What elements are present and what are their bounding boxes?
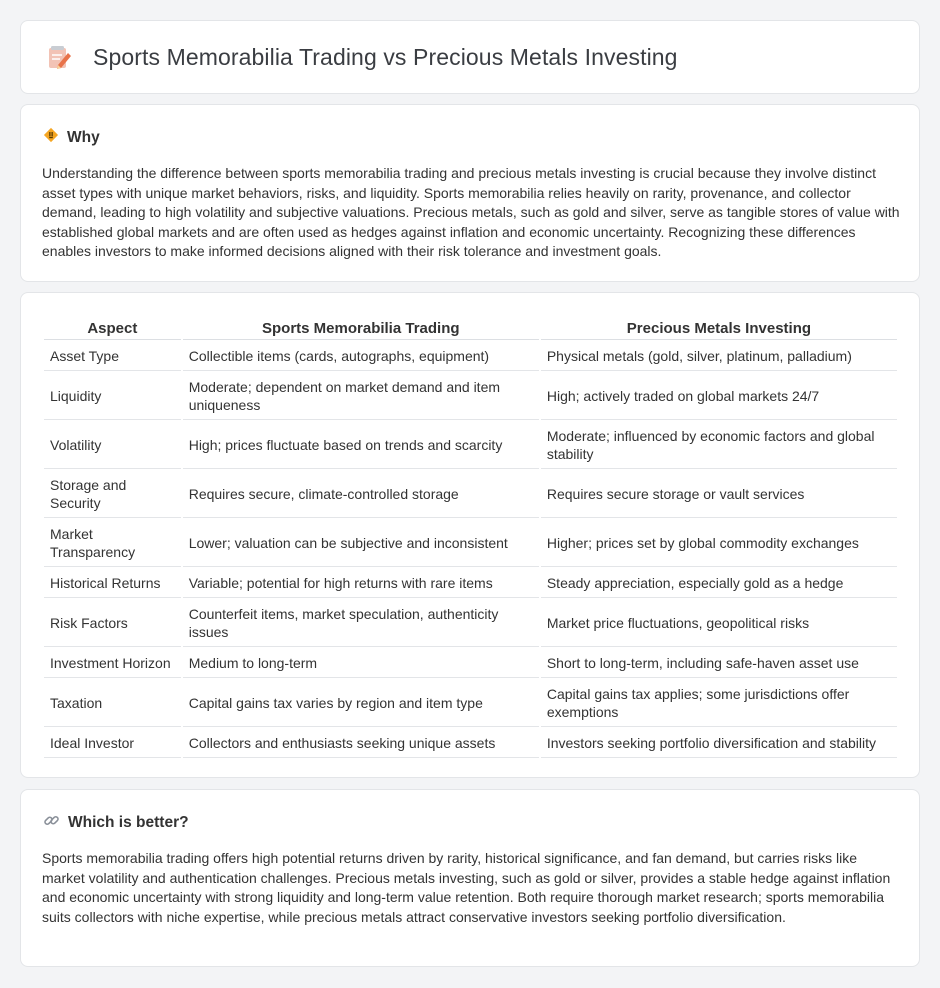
why-heading-row — [43, 127, 100, 148]
metals-cell: High; actively traded on global markets 24/7 — [541, 373, 897, 420]
sports-cell: Variable; potential for high returns with rare items — [183, 569, 539, 598]
aspect-cell: Asset Type — [44, 342, 181, 371]
sports-cell: Medium to long-term — [183, 649, 539, 678]
table-row — [44, 649, 897, 678]
aspect-cell: Storage and Security — [44, 471, 181, 518]
metals-cell: Market price fluctuations, geopolitical risks — [541, 600, 897, 647]
better-heading-row — [43, 812, 189, 834]
aspect-cell: Historical Returns — [44, 569, 181, 598]
sports-cell: Requires secure, climate-controlled storage — [183, 471, 539, 518]
metals-cell: Steady appreciation, especially gold as a hedge — [541, 569, 897, 598]
link-icon — [43, 812, 68, 834]
better-heading: Which is better? — [68, 814, 189, 831]
table-row — [44, 520, 897, 567]
why-section — [20, 104, 920, 282]
why-heading: Why — [67, 128, 100, 146]
metals-cell: Physical metals (gold, silver, platinum, palladium) — [541, 342, 897, 371]
table-row — [44, 680, 897, 727]
table-header-row — [44, 319, 897, 340]
aspect-cell: Investment Horizon — [44, 649, 181, 678]
aspect-cell: Liquidity — [44, 373, 181, 420]
better-text: Sports memorabilia trading offers high potential returns driven by rarity, historical significance, and fan demand, but carries risks like market volatility and authentication challenges. Precious metals investing, such as gold or silver, provides a stable hedge against inflation and economic uncertainty with strong liquidity and long-term value retention. Both require thorough market research; sports memorabilia suits collectors with niche expertise, while precious metals attract conservative investors seeking portfolio diversification. — [42, 850, 891, 925]
why-text: Understanding the difference between sports memorabilia trading and precious metals investing is crucial because they involve distinct asset types with unique market behaviors, risks, and liquidity. Sports memorabilia relies heavily on rarity, provenance, and collector demand, leading to high volatility and subjective valuations. Precious metals, such as gold and silver, serve as tangible stores of value with established global markets and are often used as hedges against inflation and economic uncertainty. Recognizing these differences enables investors to make informed decisions aligned with their risk tolerance and investment goals. — [42, 165, 900, 260]
sports-cell: Lower; valuation can be subjective and inconsistent — [183, 520, 539, 567]
table-row — [44, 471, 897, 518]
warning-diamond-icon — [43, 127, 67, 148]
header-sports: Sports Memorabilia Trading — [183, 319, 539, 340]
header-card — [20, 20, 920, 94]
metals-cell: Capital gains tax applies; some jurisdictions offer exemptions — [541, 680, 897, 727]
aspect-cell: Market Transparency — [44, 520, 181, 567]
header-aspect: Aspect — [44, 319, 181, 340]
page-title: Sports Memorabilia Trading vs Precious Metals Investing — [93, 43, 678, 70]
sports-cell: Capital gains tax varies by region and item type — [183, 680, 539, 727]
sports-cell: Collectible items (cards, autographs, equipment) — [183, 342, 539, 371]
metals-cell: Investors seeking portfolio diversification and stability — [541, 729, 897, 758]
table-row — [44, 729, 897, 758]
notepad-pencil-icon — [47, 43, 73, 71]
table-row — [44, 422, 897, 469]
table-row — [44, 600, 897, 647]
table-row — [44, 373, 897, 420]
aspect-cell: Taxation — [44, 680, 181, 727]
metals-cell: Short to long-term, including safe-haven asset use — [541, 649, 897, 678]
table-row — [44, 569, 897, 598]
aspect-cell: Ideal Investor — [44, 729, 181, 758]
header-metals: Precious Metals Investing — [541, 319, 897, 340]
title-row — [47, 43, 678, 71]
comparison-section — [20, 292, 920, 778]
metals-cell: Higher; prices set by global commodity exchanges — [541, 520, 897, 567]
sports-cell: Moderate; dependent on market demand and item uniqueness — [183, 373, 539, 420]
metals-cell: Requires secure storage or vault services — [541, 471, 897, 518]
sports-cell: Collectors and enthusiasts seeking unique assets — [183, 729, 539, 758]
table-row — [44, 342, 897, 371]
metals-cell: Moderate; influenced by economic factors and global stability — [541, 422, 897, 469]
sports-cell: Counterfeit items, market speculation, authenticity issues — [183, 600, 539, 647]
comparison-table — [42, 317, 899, 760]
which-better-section — [20, 789, 920, 967]
aspect-cell: Volatility — [44, 422, 181, 469]
sports-cell: High; prices fluctuate based on trends and scarcity — [183, 422, 539, 469]
aspect-cell: Risk Factors — [44, 600, 181, 647]
